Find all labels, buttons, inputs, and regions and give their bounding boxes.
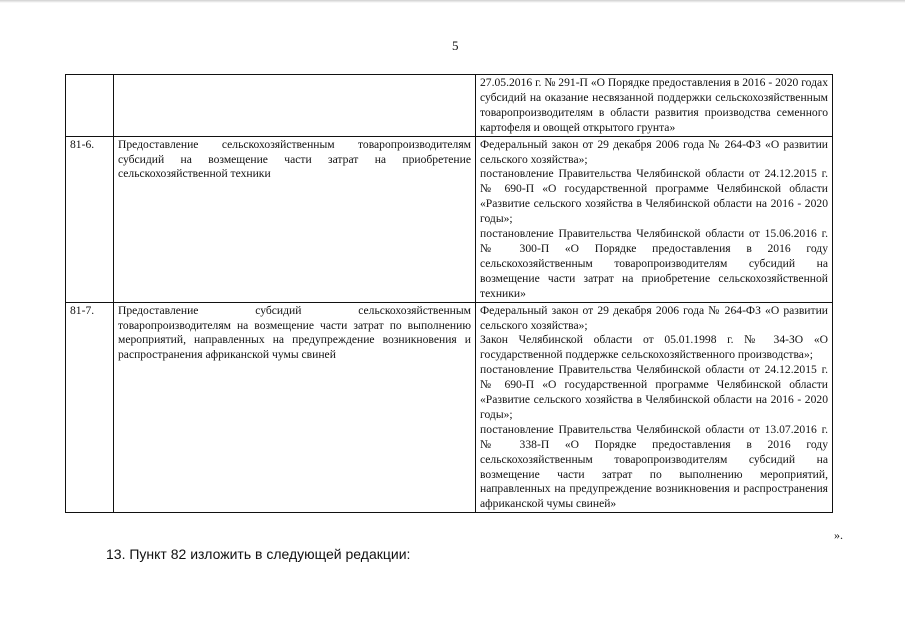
page-number: 5 [452,38,459,53]
row-number-cell: 81-6. [66,136,114,302]
table-row-continued [66,75,833,137]
description-cell [114,75,476,137]
legal-basis-item: Закон Челябинской области от 05.01.1998 г. № 34-ЗО «О государственной поддержке сельскохозяйственного производства»; [480,333,828,362]
legal-basis-item: постановление Правительства Челябинской области от 24.12.2015 г. № 690-П «О государственной программе Челябинской области «Развитие сельского хозяйства в Челябинской области на 2016 - 2020 годы»; [480,167,828,226]
legal-basis-cell [476,302,833,513]
legal-basis-item: постановление Правительства Челябинской области от 13.07.2016 г. № 338-П «О Порядке предоставления в 2016 году сельскохозяйственным товаропроизводителям субсидий на возмещение части затрат по выполнению мероприятий, направленных на предупреждение возникновения и распространения африканской чумы свиней» [480,422,828,511]
legal-basis-cell [476,75,833,137]
instruction-paragraph: 13. Пункт 82 изложить в следующей редакции: [106,546,411,562]
regulation-table [65,74,833,513]
legal-basis-item: постановление Правительства Челябинской области от 24.12.2015 г. № 690-П «О государственной программе Челябинской области «Развитие сельского хозяйства в Челябинской области на 2016 - 2020 годы»; [480,363,828,421]
table-row-81-7 [66,302,833,513]
row-number-cell [66,75,114,137]
table-row-81-6 [66,136,833,302]
scan-edge [0,0,905,3]
closing-quote-mark: ». [834,528,843,542]
legal-basis-item: постановление Правительства Челябинской области от 15.06.2016 г. № 300-П «О Порядке предоставления в 2016 году сельскохозяйственным товаропроизводителям субсидий на возмещение части затрат на приобретение сельскохозяйственной техники» [480,227,828,300]
description-cell: Предоставление субсидий сельскохозяйственным товаропроизводителям на возмещение части затрат по выполнению мероприятий, направленных на предупреждение возникновения и распространения африканской чумы свиней [114,302,476,513]
legal-basis-item: Федеральный закон от 29 декабря 2006 года № 264-ФЗ «О развитии сельского хозяйства»; [480,303,828,332]
legal-basis-item: 27.05.2016 г. № 291-П «О Порядке предоставления в 2016 - 2020 годах субсидий на оказание несвязанной поддержки сельскохозяйственным товаропроизводителям в области развития производства семенного картофеля и овощей открытого грунта» [480,76,828,134]
legal-basis-item: Федеральный закон от 29 декабря 2006 года № 264-ФЗ «О развитии сельского хозяйства»; [480,137,828,166]
description-cell: Предоставление сельскохозяйственным товаропроизводителям субсидий на возмещение части затрат на приобретение сельскохозяйственной техники [114,136,476,302]
legal-basis-cell [476,136,833,302]
row-number-cell: 81-7. [66,302,114,513]
